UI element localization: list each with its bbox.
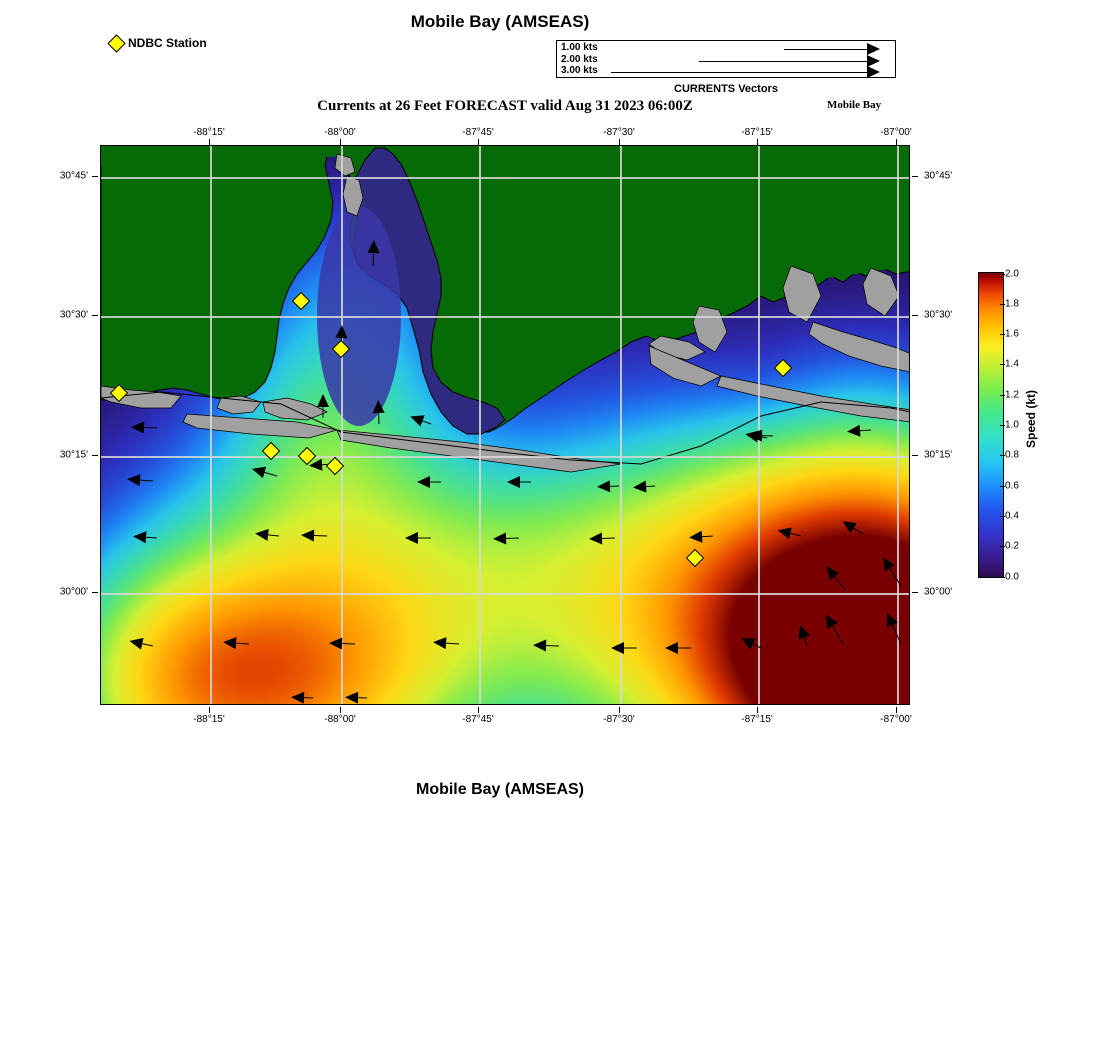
lon-tick-label: -88°00': [324, 714, 356, 725]
region-label: Mobile Bay: [827, 99, 882, 111]
lon-tickmark: [896, 707, 897, 713]
lat-tick-label: 30°45': [924, 170, 953, 182]
colorbar: [978, 268, 1038, 582]
ndbc-station-marker[interactable]: [262, 442, 280, 460]
lat-tick-label: 30°15': [924, 449, 953, 461]
colorbar-tick-label: 0.2: [1005, 540, 1019, 552]
colorbar-tick-label: 2.0: [1005, 268, 1019, 279]
chart-subtitle: Currents at 26 Feet FORECAST valid Aug 31 2023 06:00Z: [317, 98, 693, 114]
vector-key-shaft: [699, 61, 867, 62]
lon-tickmark: [757, 139, 758, 145]
lat-tickmark: [92, 315, 98, 316]
lon-tickmark: [478, 707, 479, 713]
ndbc-station-legend: [110, 36, 207, 50]
colorbar-tick-label: 1.4: [1005, 358, 1019, 370]
colorbar-tick-label: 1.2: [1005, 389, 1019, 401]
vector-key-arrowhead: [867, 66, 880, 78]
lat-tick-label: 30°15': [59, 449, 88, 461]
vector-key-label: 2.00 kts: [561, 53, 598, 65]
page-title: Mobile Bay (AMSEAS): [410, 12, 590, 31]
lon-tick-label: -87°00': [880, 714, 912, 725]
lon-tickmark: [619, 707, 620, 713]
ndbc-station-marker[interactable]: [774, 359, 792, 377]
lon-axis-bottom: [100, 708, 910, 724]
lat-tick-label: 30°00': [924, 586, 953, 598]
vector-key-shaft: [611, 72, 867, 73]
lat-tickmark: [92, 592, 98, 593]
vector-key-label: 3.00 kts: [561, 65, 598, 76]
ndbc-station-marker[interactable]: [292, 292, 310, 310]
lat-tick-label: 30°00': [59, 586, 88, 598]
colorbar-tick-label: 0.0: [1005, 571, 1019, 582]
lon-tick-label: -88°15': [193, 714, 225, 725]
colorbar-tick-label: 0.8: [1005, 449, 1019, 461]
vector-key-shaft: [784, 49, 867, 50]
lon-tickmark: [340, 707, 341, 713]
lon-axis-top: [100, 127, 910, 143]
lon-tick-label: -87°30': [603, 714, 635, 725]
ndbc-legend-label: NDBC Station: [128, 36, 207, 50]
vector-key-row: [557, 43, 895, 55]
ndbc-station-marker[interactable]: [110, 384, 128, 402]
lon-tick-label: -87°45': [462, 127, 494, 138]
lat-tickmark: [92, 176, 98, 177]
lon-tickmark: [340, 139, 341, 145]
lat-tickmark: [912, 176, 918, 177]
lat-tick-label: 30°45': [59, 170, 88, 182]
lat-tickmark: [912, 592, 918, 593]
lat-tickmark: [912, 315, 918, 316]
yellow-diamond-icon: [107, 34, 125, 52]
lat-tick-label: 30°30': [59, 309, 88, 321]
lon-tick-label: -88°00': [324, 127, 356, 138]
colorbar-tick-label: 0.6: [1005, 480, 1019, 492]
vector-key-arrowhead: [867, 55, 880, 67]
lon-tick-label: -87°45': [462, 714, 494, 725]
lon-tick-label: -87°15': [741, 714, 773, 725]
lon-tick-label: -87°00': [880, 127, 912, 138]
vector-key-caption: CURRENTS Vectors: [674, 83, 778, 95]
ndbc-station-marker[interactable]: [686, 549, 704, 567]
lon-tick-label: -88°15': [193, 127, 225, 138]
vector-scale-key: [556, 40, 896, 78]
colorbar-tick-label: 1.6: [1005, 328, 1019, 340]
lon-tickmark: [619, 139, 620, 145]
lon-tickmark: [209, 139, 210, 145]
colorbar-axis-label: Speed (kt): [1024, 390, 1038, 449]
lon-tickmark: [896, 139, 897, 145]
ndbc-station-marker[interactable]: [332, 340, 350, 358]
colorbar-tick-label: 0.4: [1005, 510, 1019, 522]
lat-axis-right: [912, 145, 972, 705]
vector-key-arrowhead: [867, 43, 880, 55]
lon-tick-label: -87°30': [603, 127, 635, 138]
ndbc-station-marker[interactable]: [326, 457, 344, 475]
vector-key-label: 1.00 kts: [561, 42, 598, 53]
lat-tick-label: 30°30': [924, 309, 953, 321]
lon-tickmark: [478, 139, 479, 145]
colorbar-tick-label: 1.8: [1005, 298, 1019, 310]
colorbar-tick-label: 1.0: [1005, 419, 1019, 431]
lat-tickmark: [92, 455, 98, 456]
vector-key-row: [557, 55, 895, 67]
station-layer[interactable]: [101, 146, 909, 704]
lon-tickmark: [209, 707, 210, 713]
vector-key-row: [557, 66, 895, 78]
lon-tick-label: -87°15': [741, 127, 773, 138]
lon-tickmark: [757, 707, 758, 713]
lat-tickmark: [912, 455, 918, 456]
bottom-title: Mobile Bay (AMSEAS): [415, 781, 584, 798]
ndbc-station-marker[interactable]: [298, 447, 316, 465]
lat-axis-left: [40, 145, 98, 705]
map-canvas[interactable]: [100, 145, 910, 705]
